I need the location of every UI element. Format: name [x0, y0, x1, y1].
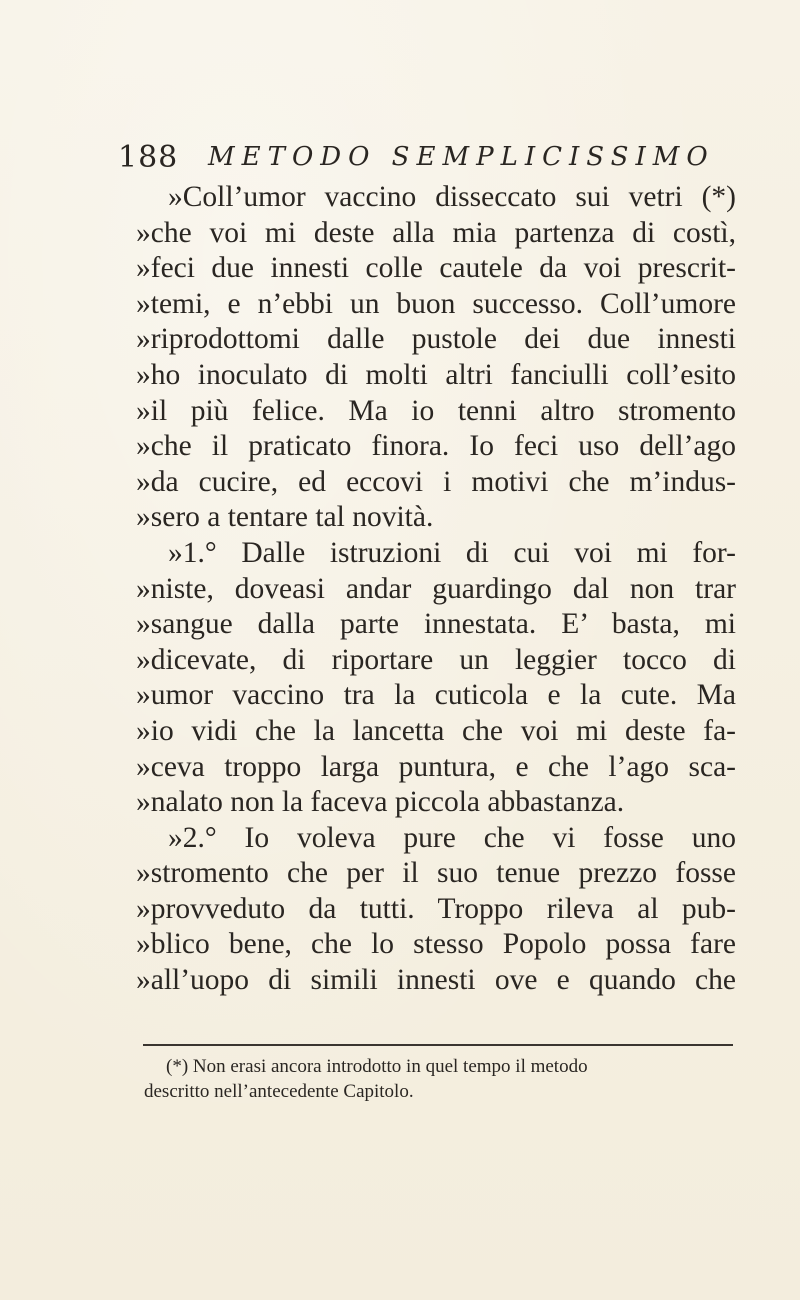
text-line: »nalato non la faceva piccola abbastanza. [136, 786, 625, 819]
text-line: »1.° Dalle istruzioni di cui voi mi for- [168, 536, 736, 569]
text-line: »sangue dalla parte innestata. E’ basta, mi [136, 608, 736, 641]
running-title: METODO SEMPLICISSIMO [208, 142, 715, 172]
footnote-line: (*) Non erasi ancora introdotto in quel tempo il metodo [166, 1056, 588, 1077]
text-line: »feci due innesti colle cautele da voi prescrit- [136, 252, 736, 285]
text-line: »all’uopo di simili innesti ove e quando che [136, 964, 736, 997]
text-line: »provveduto da tutti. Troppo rileva al pub- [136, 892, 736, 925]
text-line: »ceva troppo larga puntura, e che l’ago sca- [136, 750, 736, 783]
text-line: »umor vaccino tra la cuticola e la cute. Ma [136, 679, 736, 712]
text-line: »sero a tentare tal novità. [136, 501, 434, 534]
running-head [118, 140, 738, 180]
footnote [144, 1054, 736, 1104]
text-line: »che voi mi deste alla mia partenza di costì, [136, 216, 736, 249]
body-text [136, 180, 736, 999]
text-line: »Coll’umor vaccino disseccato sui vetri (*) [168, 181, 736, 213]
text-line: »io vidi che la lancetta che voi mi deste fa- [136, 714, 736, 747]
text-line: »che il praticato finora. Io feci uso dell’ago [136, 430, 736, 463]
text-line: »riprodottomi dalle pustole dei due innesti [136, 323, 736, 356]
text-line: »temi, e n’ebbi un buon successo. Coll’umore [136, 287, 736, 320]
footnote-divider [143, 1044, 733, 1046]
text-line: »stromento che per il suo tenue prezzo fosse [136, 857, 736, 890]
page-number: 188 [118, 140, 179, 175]
text-line: »2.° Io voleva pure che vi fosse uno [168, 821, 736, 854]
text-line: »ho inoculato di molti altri fanciulli coll’esito [136, 358, 736, 391]
footnote-line: descritto nell’antecedente Capitolo. [144, 1081, 414, 1102]
text-line: »da cucire, ed eccovi i motivi che m’indus- [136, 465, 736, 498]
text-line: »dicevate, di riportare un leggier tocco di [136, 643, 736, 676]
text-line: »blico bene, che lo stesso Popolo possa fare [136, 928, 736, 961]
text-line: »niste, doveasi andar guardingo dal non trar [136, 572, 736, 605]
text-line: »il più felice. Ma io tenni altro stromento [136, 394, 736, 427]
